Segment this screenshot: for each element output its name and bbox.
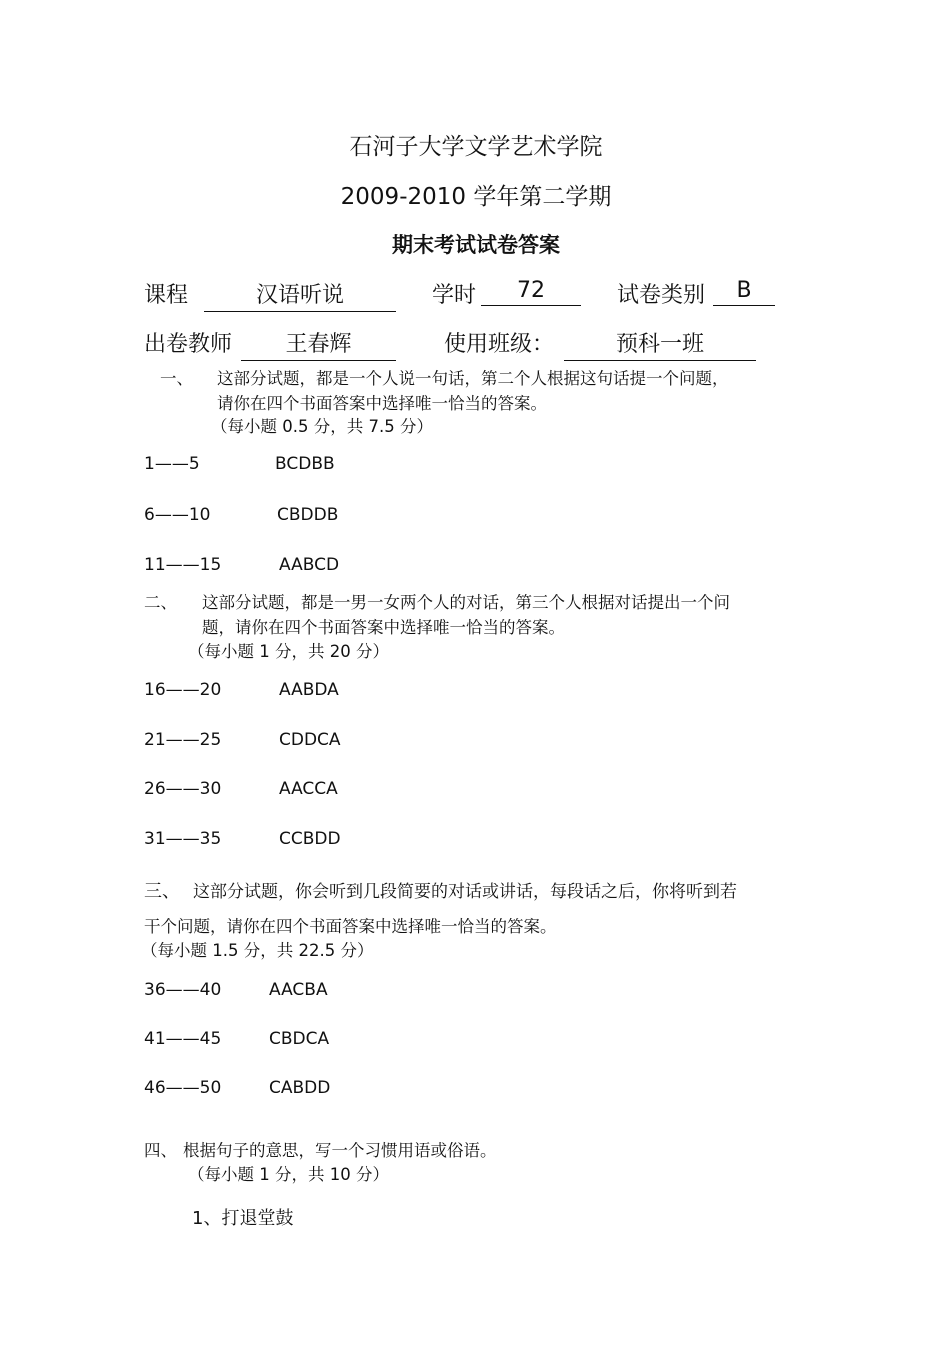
section-1-instruction-line2: 请你在四个书面答案中选择唯一恰当的答案。 [217,394,547,413]
answer-range: 21——25 [144,730,222,750]
answer-range: 1——5 [144,454,200,474]
answer-range: 31——35 [144,829,222,849]
section-4-score: （每小题 1 分，共 10 分） [188,1165,389,1184]
answer-range: 11——15 [144,555,222,575]
section-2-number: 二、 [144,593,177,612]
section-4-item: 1、打退堂鼓 [192,1208,294,1229]
section-1-score: （每小题 0.5 分，共 7.5 分） [211,417,433,436]
document-title: 期末考试试卷答案 [392,233,560,257]
answer-key: CBDDB [277,505,339,525]
answer-key: CDDCA [279,730,341,750]
section-3-score: （每小题 1.5 分，共 22.5 分） [141,941,374,960]
answer-key: CCBDD [279,829,341,849]
hours-value: 72 [481,278,581,306]
school-name: 石河子大学文学艺术学院 [349,134,603,160]
section-3-instruction-line2: 干个问题，请你在四个书面答案中选择唯一恰当的答案。 [144,917,557,936]
answer-key: AACBA [269,980,328,1000]
section-2-instruction-line2: 题，请你在四个书面答案中选择唯一恰当的答案。 [202,618,565,637]
teacher-label: 出卷教师 [144,332,233,357]
section-2-instruction-line1: 这部分试题，都是一男一女两个人的对话，第三个人根据对话提出一个问 [202,593,730,612]
answer-key: AABDA [279,680,339,700]
answer-range: 46——50 [144,1078,222,1098]
answer-range: 6——10 [144,505,211,525]
section-1-instruction-line1: 这部分试题，都是一个人说一句话，第二个人根据这句话提一个问题， [217,369,729,388]
course-value: 汉语听说 [204,278,396,312]
hours-label: 学时 [432,283,477,308]
answer-range: 16——20 [144,680,222,700]
answer-key: CABDD [269,1078,331,1098]
class-label: 使用班级： [444,332,555,357]
teacher-value: 王春辉 [241,327,396,361]
answer-range: 36——40 [144,980,222,1000]
course-label: 课程 [144,283,189,308]
answer-range: 26——30 [144,779,222,799]
section-1-number: 一、 [160,369,193,388]
answer-key: BCDBB [275,454,335,474]
class-value: 预科一班 [564,327,756,361]
section-3-instruction-line1: 这部分试题，你会听到几段简要的对话或讲话，每段话之后，你将听到若 [193,882,737,902]
section-4-number: 四、 [144,1141,177,1160]
answer-range: 41——45 [144,1029,222,1049]
section-3-number: 三、 [144,881,180,902]
term: 2009-2010 学年第二学期 [340,184,612,210]
answer-key: CBDCA [269,1029,330,1049]
answer-key: AABCD [279,555,340,575]
answer-key: AACCA [279,779,338,799]
section-2-score: （每小题 1 分，共 20 分） [188,642,389,661]
section-4-instruction: 根据句子的意思，写一个习惯用语或俗语。 [183,1141,497,1160]
paper-type-value: B [713,278,775,306]
paper-type-label: 试卷类别 [617,283,706,308]
